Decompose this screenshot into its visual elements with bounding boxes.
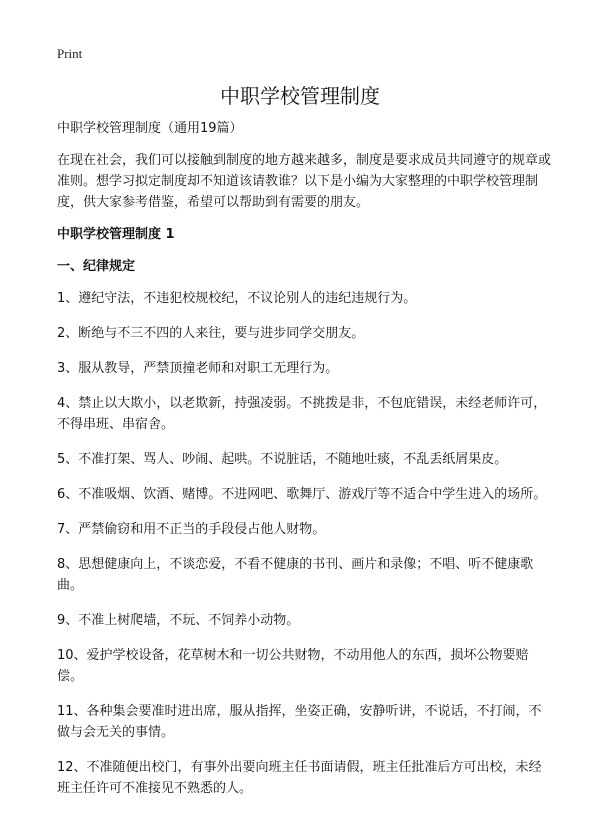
rule-item: 7、严禁偷窃和用不正当的手段侵占他人财物。 xyxy=(57,522,326,537)
rule-item: 12、不准随便出校门，有事外出要向班主任书面请假，班主任批准后方可出校，未经班主任许可不准接见不熟悉的人。 xyxy=(57,760,542,796)
document-subtitle: 中职学校管理制度（通用19篇） xyxy=(57,121,243,136)
section-heading: 中职学校管理制度 1 xyxy=(57,227,175,242)
rule-item: 2、断绝与不三不四的人来往，要与进步同学交朋友。 xyxy=(57,326,365,341)
subsection-heading: 一、纪律规定 xyxy=(57,259,136,274)
document-body xyxy=(57,120,553,813)
rules-list xyxy=(57,288,553,799)
rule-item: 9、不准上树爬墙，不玩、不饲养小动物。 xyxy=(57,613,300,628)
rule-item: 10、爱护学校设备，花草树木和一切公共财物，不动用他人的东西，损坏公物要赔偿。 xyxy=(57,648,529,684)
rule-item: 8、思想健康向上，不谈恋爱，不看不健康的书刊、画片和录像；不唱、听不健康歌曲。 xyxy=(57,557,534,593)
rule-item: 1、遵纪守法，不违犯校规校纪，不议论别人的违纪违规行为。 xyxy=(57,291,417,306)
rule-item: 5、不准打架、骂人、吵闹、起哄。不说脏话，不随地吐痰，不乱丢纸屑果皮。 xyxy=(57,452,508,467)
page-title: 中职学校管理制度 xyxy=(220,84,380,108)
intro-paragraph: 在现在社会，我们可以接触到制度的地方越来越多，制度是要求成员共同遵守的规章或准则。想学习拟定制度却不知道该请教谁？以下是小编为大家整理的中职学校管理制度，供大家参考借鉴，希望可以帮助到有需要的朋友。 xyxy=(57,153,552,210)
print-link[interactable]: Print xyxy=(57,46,83,61)
rule-item: 4、禁止以大欺小，以老欺新，持强凌弱。不挑拨是非，不包庇错误，未经老师许可，不得串班、串宿舍。 xyxy=(57,396,547,432)
rule-item: 3、服从教导，严禁顶撞老师和对职工无理行为。 xyxy=(57,361,339,376)
rule-item: 6、不准吸烟、饮酒、赌博。不进网吧、歌舞厅、游戏厅等不适合中学生进入的场所。 xyxy=(57,487,547,502)
rule-item: 11、各种集会要准时进出席，服从指挥，坐姿正确，安静听讲，不说话，不打闹，不做与会无关的事情。 xyxy=(57,704,542,740)
